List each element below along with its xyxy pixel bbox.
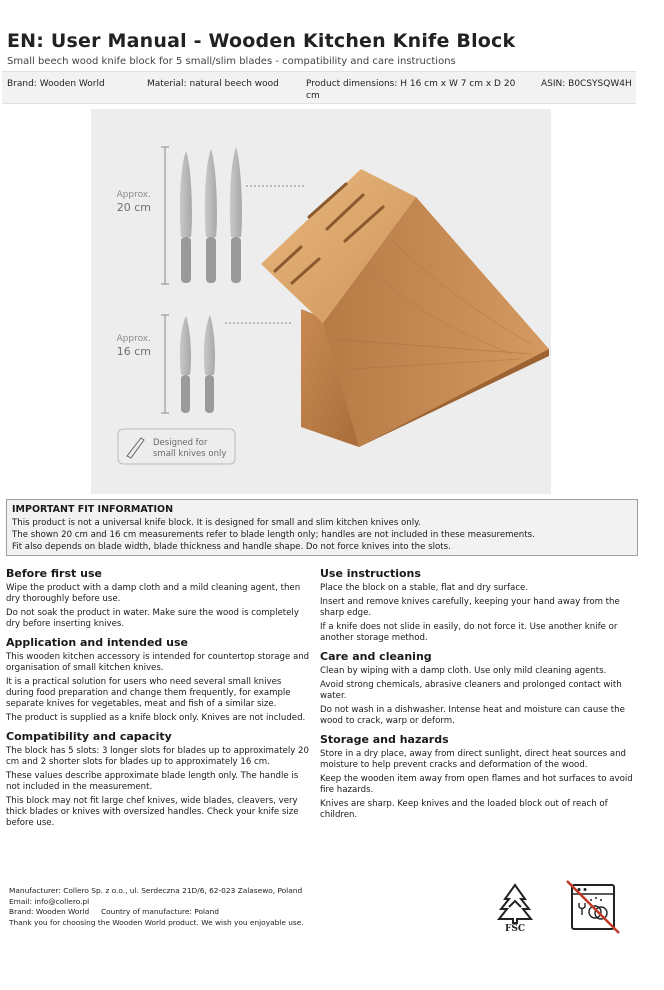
paragraph: If a knife does not slide in easily, do not force it. Use another knife or another storage method. <box>320 622 618 643</box>
spec-bar <box>2 71 636 104</box>
short-knives-icon <box>180 315 215 413</box>
long-length-label: 20 cm <box>116 201 151 214</box>
badge-line-1: Designed for <box>153 438 208 448</box>
paragraph: The block has 5 slots: 3 longer slots for blades up to approximately 20 cm and 2 shorter slots for blades up to approximately 16 cm. <box>6 746 309 767</box>
spec-material: Material: natural beech wood <box>147 79 279 89</box>
long-approx-label: Approx. <box>116 190 151 200</box>
thanks-line: Thank you for choosing the Wooden World product. We wish you enjoyable use. <box>9 917 304 927</box>
paragraph: Clean by wiping with a damp cloth. Use only mild cleaning agents. <box>320 666 607 676</box>
paragraph: Do not soak the product in water. Make sure the wood is completely dry before inserting knives. <box>6 608 299 629</box>
spec-dimensions: Product dimensions: H 16 cm x W 7 cm x D 20 cm <box>306 79 516 101</box>
right-column <box>320 567 638 824</box>
section-heading-storage: Storage and hazards <box>320 733 449 746</box>
manual-subtitle: Small beech wood knife block for 5 small/slim blades - compatibility and care instructions <box>7 56 456 67</box>
paragraph: Wipe the product with a damp cloth and a mild cleaning agent, then dry thoroughly before use. <box>6 583 301 604</box>
long-measure-bracket <box>161 147 169 284</box>
manufacturer-footer <box>9 886 304 928</box>
email-line: Email: info@collero.pl <box>9 896 90 906</box>
fit-line: Fit also depends on blade width, blade thickness and handle shape. Do not force knives into the slots. <box>12 542 451 552</box>
fsc-logo-icon <box>493 881 537 933</box>
manual-title: EN: User Manual - Wooden Kitchen Knife Block <box>7 30 516 52</box>
paragraph: It is a practical solution for users who need several small knives during food preparation and change them frequently, for example separate knives for vegetables, meat and fish of a similar size. <box>6 677 291 709</box>
badge-line-2: small knives only <box>153 449 227 459</box>
paragraph: Do not wash in a dishwasher. Intense heat and moisture can cause the wood to crack, warp or deform. <box>320 705 625 726</box>
fit-information-box <box>6 499 638 556</box>
short-length-label: 16 cm <box>116 345 151 358</box>
fsc-label: FSC <box>504 924 526 933</box>
left-column <box>6 567 311 832</box>
section-heading-compatibility: Compatibility and capacity <box>6 730 172 743</box>
section-heading-application: Application and intended use <box>6 636 188 649</box>
product-illustration <box>91 109 551 494</box>
section-heading-before-first-use: Before first use <box>6 567 102 580</box>
small-knives-badge <box>118 429 235 464</box>
section-heading-use-instructions: Use instructions <box>320 567 421 580</box>
fit-line: This product is not a universal knife block. It is designed for small and slim kitchen knives only. <box>12 518 421 528</box>
paragraph: This wooden kitchen accessory is intended for countertop storage and organisation of small kitchen knives. <box>6 652 310 673</box>
knife-block-image <box>261 169 549 447</box>
paragraph: Store in a dry place, away from direct sunlight, direct heat sources and moisture to help prevent cracks and deformation of the wood. <box>320 749 627 770</box>
fit-title: IMPORTANT FIT INFORMATION <box>12 504 174 515</box>
paragraph: The product is supplied as a knife block only. Knives are not included. <box>6 713 306 723</box>
paragraph: Place the block on a stable, flat and dry surface. <box>320 583 529 593</box>
paragraph: This block may not fit large chef knives, wide blades, cleavers, very thick blades or knives with oversized handles. Check your knife size before use. <box>6 796 299 828</box>
manufacturer-line: Manufacturer: Collero Sp. z o.o., ul. Serdeczna 21D/6, 62-023 Zalasewo, Poland <box>9 886 303 895</box>
spec-brand: Brand: Wooden World <box>7 79 105 89</box>
paragraph: Insert and remove knives carefully, keeping your hand away from the sharp edge. <box>320 597 620 618</box>
short-measure-bracket <box>161 315 169 413</box>
spec-asin: ASIN: B0CSYSQW4H <box>541 79 632 89</box>
paragraph: Keep the wooden item away from open flames and hot surfaces to avoid fire hazards. <box>320 774 633 795</box>
long-knives-icon <box>180 147 242 283</box>
short-approx-label: Approx. <box>116 334 151 344</box>
knife-icon <box>127 438 144 458</box>
paragraph: These values describe approximate blade length only. The handle is not included in the measurement. <box>6 771 299 792</box>
section-heading-care: Care and cleaning <box>320 650 432 663</box>
paragraph: Knives are sharp. Keep knives and the loaded block out of reach of children. <box>320 799 608 820</box>
no-dishwasher-icon <box>565 879 621 935</box>
fit-line: The shown 20 cm and 16 cm measurements refer to blade length only; handles are not included in these measurements. <box>12 530 535 540</box>
paragraph: Avoid strong chemicals, abrasive cleaners and prolonged contact with water. <box>320 680 622 701</box>
brand-origin-line: Brand: Wooden World Country of manufacture: Poland <box>9 907 219 916</box>
